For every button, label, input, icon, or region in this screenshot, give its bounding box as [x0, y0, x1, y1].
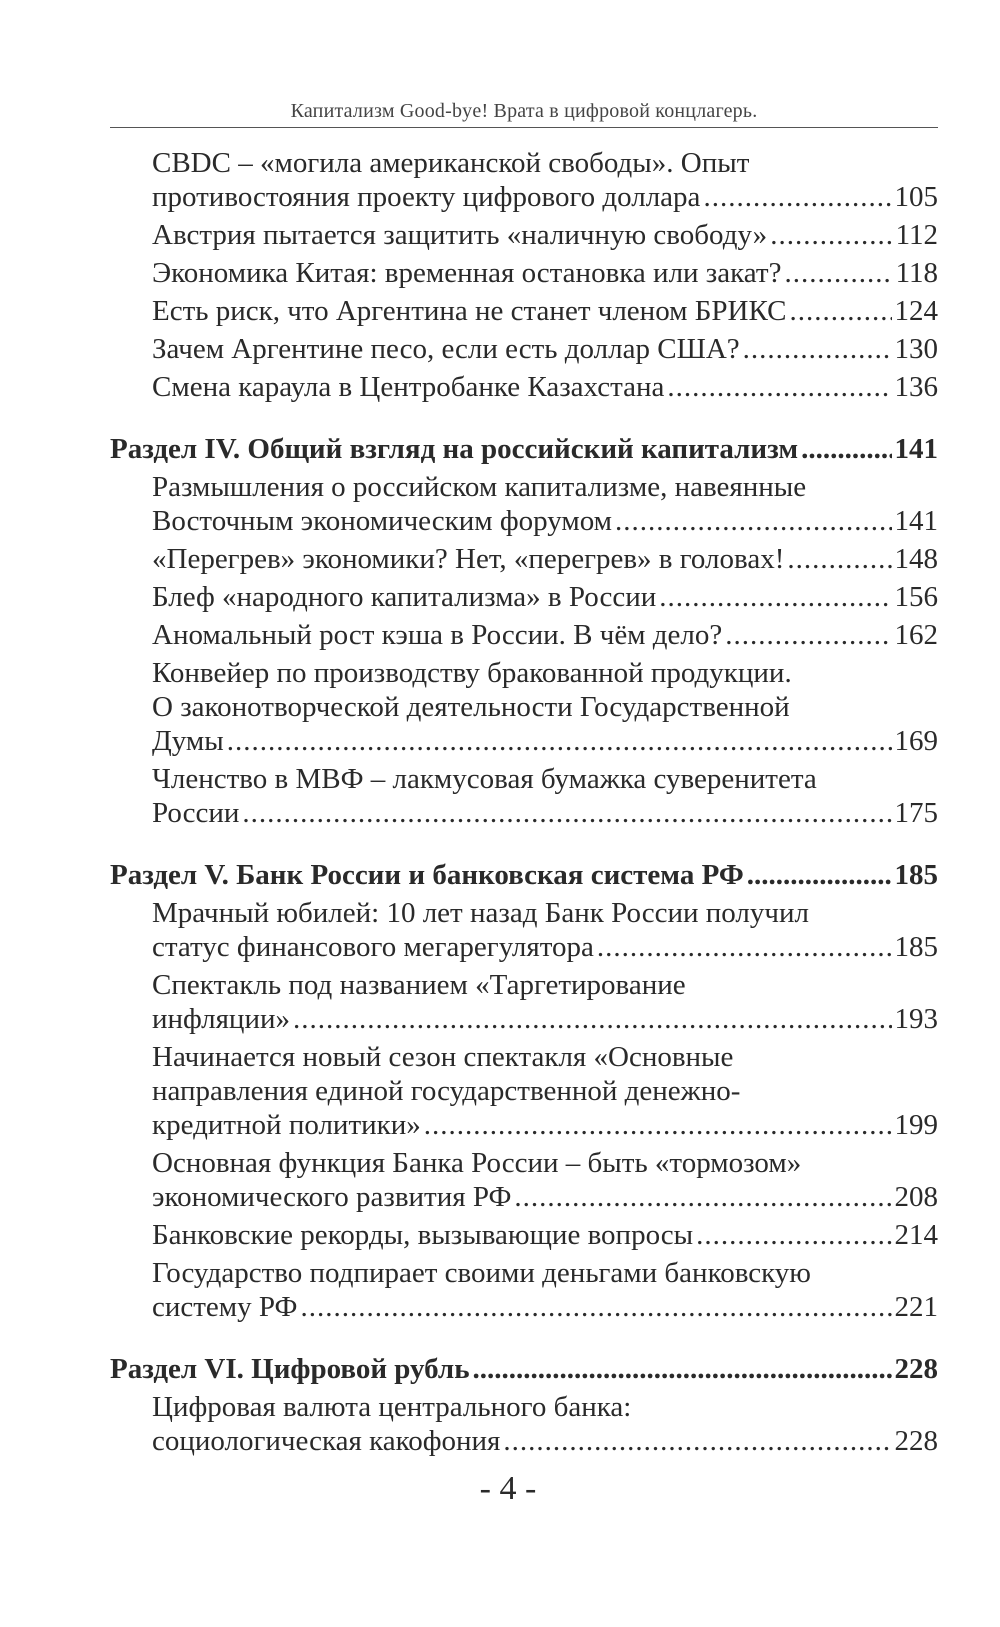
toc-page-number: 141 [894, 505, 938, 537]
toc-page-number: 221 [894, 1291, 938, 1323]
toc-page-number: 105 [894, 181, 938, 213]
toc-entry-title-line: Членство в МВФ – лакмусовая бумажка суверенитета [152, 763, 817, 795]
toc-entry-title-line: Смена караула в Центробанке Казахстана [152, 371, 665, 403]
toc-page-number: 156 [894, 581, 938, 613]
toc-entry-last-line [152, 180, 938, 214]
toc-entry [152, 1146, 938, 1214]
toc-entry-last-line [152, 504, 938, 538]
toc-page-number: 118 [895, 257, 938, 289]
dot-leader [789, 294, 891, 328]
toc-entry-last-line [152, 1180, 938, 1214]
toc-entry [152, 1040, 938, 1142]
toc-entry-last-line [152, 218, 938, 252]
toc-entry-title-line: систему РФ [152, 1291, 298, 1323]
toc-entry [152, 332, 938, 366]
dot-leader [787, 542, 891, 576]
toc-entry-title-line: Зачем Аргентине песо, если есть доллар США? [152, 333, 740, 365]
toc-entry-last-line [152, 256, 938, 290]
toc-entry-last-line [110, 858, 938, 892]
toc-entry [152, 470, 938, 538]
dot-leader [503, 1424, 891, 1458]
toc-entry-title-line: Банковские рекорды, вызывающие вопросы [152, 1219, 694, 1251]
toc-page-number: 148 [894, 543, 938, 575]
dot-leader [743, 332, 892, 366]
toc-entry [152, 1390, 938, 1458]
toc-entry-title-line: направления единой государственной денежно- [152, 1075, 741, 1107]
toc-page-number: 228 [894, 1425, 938, 1457]
toc-entry-title-line: Есть риск, что Аргентина не станет членом БРИКС [152, 295, 787, 327]
dot-leader [227, 724, 892, 758]
toc-entry [152, 762, 938, 830]
toc-entry-last-line [152, 1424, 938, 1458]
toc-entry-title-line: Раздел V. Банк России и банковская система РФ [110, 859, 744, 891]
dot-leader [696, 1218, 891, 1252]
dot-leader [424, 1108, 892, 1142]
running-header: Капитализм Good-bye! Врата в цифровой концлагерь. [290, 100, 758, 122]
toc-page-number: 124 [894, 295, 938, 327]
toc-entry-title-line: Размышления о российском капитализме, навеянные [152, 471, 807, 503]
toc-entry [152, 256, 938, 290]
dot-leader [747, 858, 892, 892]
toc-entry [152, 896, 938, 964]
toc-entry [152, 580, 938, 614]
toc-entry-title-line: Восточным экономическим форумом [152, 505, 613, 537]
toc-entry-last-line [110, 432, 938, 466]
toc-entry-title-line: инфляции» [152, 1003, 290, 1035]
dot-leader [242, 796, 891, 830]
toc-entry-title-line: Экономика Китая: временная остановка или закат? [152, 257, 782, 289]
dot-leader [293, 1002, 892, 1036]
toc-entry [152, 294, 938, 328]
toc-entry-title-line: Спектакль под названием «Таргетирование [152, 969, 686, 1001]
toc-entry-title-line: Аномальный рост кэша в России. В чём дело? [152, 619, 723, 651]
toc-entry-title-line: статус финансового мегарегулятора [152, 931, 594, 963]
toc-entry-title-line: России [152, 797, 240, 829]
toc-entry-last-line [110, 1352, 938, 1386]
toc-page-number: 141 [894, 433, 938, 465]
toc-entry [152, 218, 938, 252]
toc-entry-title-line: Мрачный юбилей: 10 лет назад Банк России получил [152, 897, 809, 929]
dot-leader [659, 580, 891, 614]
toc-entry [152, 1218, 938, 1252]
toc-page-number: 214 [894, 1219, 938, 1251]
table-of-contents [110, 146, 938, 1458]
toc-entry-title-line: Основная функция Банка России – быть «тормозом» [152, 1147, 802, 1179]
toc-entry-last-line [152, 370, 938, 404]
dot-leader [725, 618, 891, 652]
dot-leader [473, 1352, 892, 1386]
toc-entry [152, 1256, 938, 1324]
dot-leader [514, 1180, 891, 1214]
toc-entry [152, 370, 938, 404]
toc-section-heading [110, 1352, 938, 1386]
toc-entry-title-line: Начинается новый сезон спектакля «Основные [152, 1041, 734, 1073]
toc-entry-last-line [152, 294, 938, 328]
toc-entry [152, 542, 938, 576]
toc-entry-last-line [152, 1002, 938, 1036]
toc-entry-title-line: Раздел VI. Цифровой рубль [110, 1353, 470, 1385]
toc-entry-title-line: Думы [152, 725, 224, 757]
toc-section-heading [110, 432, 938, 466]
toc-page-number: 208 [894, 1181, 938, 1213]
toc-entry-title-line: экономического развития РФ [152, 1181, 512, 1213]
toc-entry-title-line: «Перегрев» экономики? Нет, «перегрев» в головах! [152, 543, 785, 575]
header-rule [110, 127, 938, 128]
dot-leader [784, 256, 892, 290]
dot-leader [770, 218, 892, 252]
toc-entry [152, 968, 938, 1036]
dot-leader [597, 930, 892, 964]
toc-entry-last-line [152, 332, 938, 366]
toc-entry [152, 146, 938, 214]
toc-entry-last-line [152, 1218, 938, 1252]
toc-entry-title-line: социологическая какофония [152, 1425, 501, 1457]
toc-section-heading [110, 858, 938, 892]
toc-entry-title-line: Блеф «народного капитализма» в России [152, 581, 657, 613]
toc-page-number: 112 [895, 219, 938, 251]
toc-entry-last-line [152, 930, 938, 964]
toc-entry [152, 618, 938, 652]
toc-page-number: 199 [894, 1109, 938, 1141]
toc-entry-last-line [152, 1290, 938, 1324]
toc-page-number: 185 [894, 859, 938, 891]
toc-entry-last-line [152, 724, 938, 758]
toc-page-number: 136 [894, 371, 938, 403]
toc-entry-title-line: Раздел IV. Общий взгляд на российский капитализм [110, 433, 799, 465]
toc-entry-title-line: кредитной политики» [152, 1109, 421, 1141]
toc-entry-title-line: О законотворческой деятельности Государственной [152, 691, 790, 723]
toc-entry-last-line [152, 542, 938, 576]
toc-entry-last-line [152, 1108, 938, 1142]
dot-leader [703, 180, 891, 214]
toc-entry-title-line: Государство подпирает своими деньгами банковскую [152, 1257, 811, 1289]
toc-entry-title-line: Цифровая валюта центрального банка: [152, 1391, 632, 1423]
toc-entry-title-line: Австрия пытается защитить «наличную свободу» [152, 219, 768, 251]
toc-entry-title-line: Конвейер по производству бракованной продукции. [152, 657, 792, 689]
toc-page-number: 175 [894, 797, 938, 829]
dot-leader [667, 370, 891, 404]
toc-entry-title-line: CBDC – «могила американской свободы». Опыт [152, 147, 750, 179]
toc-page-number: 162 [894, 619, 938, 651]
toc-entry-last-line [152, 580, 938, 614]
toc-page-number: 193 [894, 1003, 938, 1035]
toc-entry [152, 656, 938, 758]
toc-page-number: 228 [894, 1353, 938, 1385]
toc-page-number: 169 [894, 725, 938, 757]
toc-entry-last-line [152, 796, 938, 830]
dot-leader [615, 504, 891, 538]
toc-page-number: 130 [894, 333, 938, 365]
dot-leader [300, 1290, 891, 1324]
page-number: - 4 - [479, 1470, 537, 1507]
dot-leader [801, 432, 891, 466]
toc-entry-last-line [152, 618, 938, 652]
toc-page-number: 185 [894, 931, 938, 963]
toc-entry-title-line: противостояния проекту цифрового доллара [152, 181, 701, 213]
